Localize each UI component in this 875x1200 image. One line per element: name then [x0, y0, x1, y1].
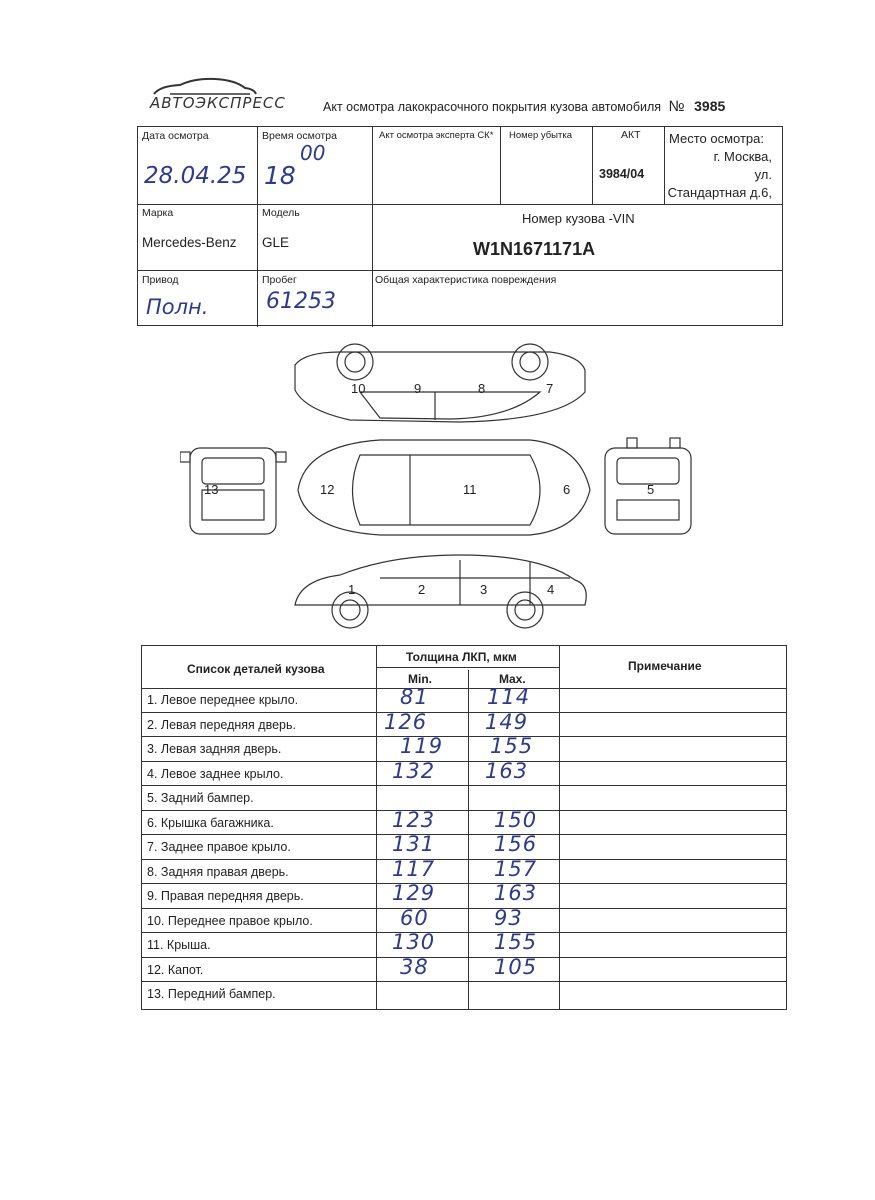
part-name: 1. Левое переднее крыло.	[147, 693, 299, 707]
diagram-label-12: 12	[320, 482, 335, 497]
loss-number-cell	[501, 127, 593, 205]
part-name: 10. Переднее правое крыло.	[147, 913, 313, 928]
drive-cell	[138, 271, 258, 327]
make-value: Mercedes-Benz	[142, 235, 237, 250]
drive-label: Привод	[142, 274, 179, 286]
table-row	[142, 832, 786, 860]
damage-label: Общая характеристика повреждения	[375, 274, 557, 286]
min-value: 126	[384, 709, 428, 734]
time-cell	[258, 127, 373, 205]
make-label: Марка	[142, 207, 174, 219]
time-minutes: 00	[300, 141, 326, 165]
car-right-side-view	[295, 344, 585, 422]
table-row	[142, 709, 786, 738]
loss-number-label: Номер убытка	[509, 130, 573, 141]
min-value: 132	[392, 758, 436, 783]
max-value: 93	[494, 905, 523, 930]
act-label: АКТ	[621, 129, 641, 141]
part-name: 13. Передний бампер.	[147, 987, 276, 1001]
place-line2: ул.	[754, 167, 772, 182]
min-value: 123	[392, 807, 436, 832]
doc-number-label: №	[668, 98, 685, 115]
part-name: 3. Левая задняя дверь.	[147, 742, 282, 756]
diagram-label-7: 7	[546, 381, 554, 396]
min-value: 119	[400, 734, 444, 758]
expert-act-cell	[373, 127, 501, 205]
diagram-label-3: 3	[480, 582, 488, 597]
table-row	[142, 734, 786, 762]
part-name: 4. Левое заднее крыло.	[147, 766, 284, 781]
part-name: 8. Задняя правая дверь.	[147, 864, 289, 879]
part-name: 12. Капот.	[147, 962, 204, 977]
vin-label: Номер кузова -VIN	[522, 211, 635, 226]
diagram-label-5: 5	[647, 482, 655, 497]
diagram-label-2: 2	[418, 582, 426, 597]
min-value: 129	[392, 881, 436, 905]
place-line3: Стандартная д.6,	[667, 185, 772, 200]
make-cell	[138, 205, 258, 271]
mileage-cell	[258, 271, 373, 327]
part-name: 7. Заднее правое крыло.	[147, 840, 291, 854]
mileage-label: Пробег	[262, 274, 297, 286]
col-note-header: Примечание	[628, 659, 702, 673]
table-row	[142, 807, 786, 836]
diagram-label-6: 6	[563, 482, 571, 497]
max-value: 105	[494, 954, 538, 979]
mileage-value: 61253	[266, 289, 336, 314]
max-value: 114	[487, 685, 531, 709]
part-name: 2. Левая передняя дверь.	[147, 717, 296, 732]
date-value: 28.04.25	[144, 163, 247, 189]
act-value: 3984/04	[599, 167, 645, 181]
damage-cell	[373, 271, 782, 327]
col-min-header: Min.	[408, 672, 432, 686]
max-value: 163	[485, 758, 529, 783]
drive-value: Полн.	[146, 295, 209, 319]
doc-title-text: Акт осмотра лакокрасочного покрытия кузова автомобиля	[323, 100, 662, 114]
date-cell	[138, 127, 258, 205]
part-name: 5. Задний бампер.	[147, 791, 254, 805]
table-row	[142, 881, 786, 909]
table-row	[142, 905, 786, 934]
model-cell	[258, 205, 373, 271]
max-value: 155	[494, 930, 538, 954]
table-row	[142, 685, 786, 713]
place-cell	[665, 127, 782, 205]
min-value: 117	[392, 856, 436, 881]
vin-cell	[373, 205, 782, 271]
car-front-view	[180, 448, 286, 534]
place-label: Место осмотра:	[669, 131, 764, 146]
max-value: 155	[490, 734, 534, 758]
diagram-label-10: 10	[351, 381, 366, 396]
min-value: 38	[400, 954, 429, 979]
max-value: 157	[494, 856, 538, 881]
max-value: 163	[494, 881, 538, 905]
car-body-diagram	[180, 340, 700, 635]
model-value: GLE	[262, 235, 290, 250]
place-line1: г. Москва,	[713, 149, 772, 164]
act-cell	[593, 127, 665, 205]
max-value: 156	[494, 832, 538, 856]
date-label: Дата осмотра	[142, 130, 209, 142]
table-row	[142, 786, 786, 811]
logo-text: АВТОЭКСПРЕСС	[150, 94, 286, 112]
table-divider	[376, 667, 559, 668]
max-value: 150	[494, 807, 538, 832]
min-value: 81	[400, 685, 429, 709]
vin-value: W1N1671171A	[473, 239, 596, 259]
diagram-label-13: 13	[204, 482, 219, 497]
time-label: Время осмотра	[262, 130, 337, 142]
document-title	[323, 98, 725, 115]
table-row	[142, 930, 786, 958]
col-parts-header: Список деталей кузова	[187, 662, 325, 676]
part-name: 11. Крыша.	[147, 938, 211, 952]
diagram-label-11: 11	[463, 482, 477, 497]
doc-number: 3985	[694, 98, 726, 114]
car-top-view	[298, 440, 590, 535]
diagram-label-1: 1	[348, 582, 356, 597]
min-value: 60	[400, 905, 429, 930]
diagram-label-9: 9	[414, 381, 422, 396]
part-name: 9. Правая передняя дверь.	[147, 889, 304, 903]
table-row	[142, 856, 786, 885]
expert-act-label: Акт осмотра эксперта СК*	[379, 130, 494, 141]
min-value: 130	[392, 930, 436, 954]
part-name: 6. Крышка багажника.	[147, 815, 274, 830]
min-value: 131	[392, 832, 436, 856]
col-max-header: Max.	[499, 672, 526, 686]
paint-thickness-table	[141, 645, 787, 1010]
time-value: 18	[264, 161, 296, 190]
inspection-header-form	[137, 126, 783, 326]
max-value: 149	[485, 709, 529, 734]
diagram-label-8: 8	[478, 381, 486, 396]
car-left-side-view	[295, 555, 586, 628]
table-row	[142, 982, 786, 1007]
table-row	[142, 954, 786, 983]
model-label: Модель	[262, 207, 300, 219]
diagram-label-4: 4	[547, 582, 555, 597]
table-row	[142, 758, 786, 787]
col-thickness-header: Толщина ЛКП, мкм	[406, 650, 517, 664]
